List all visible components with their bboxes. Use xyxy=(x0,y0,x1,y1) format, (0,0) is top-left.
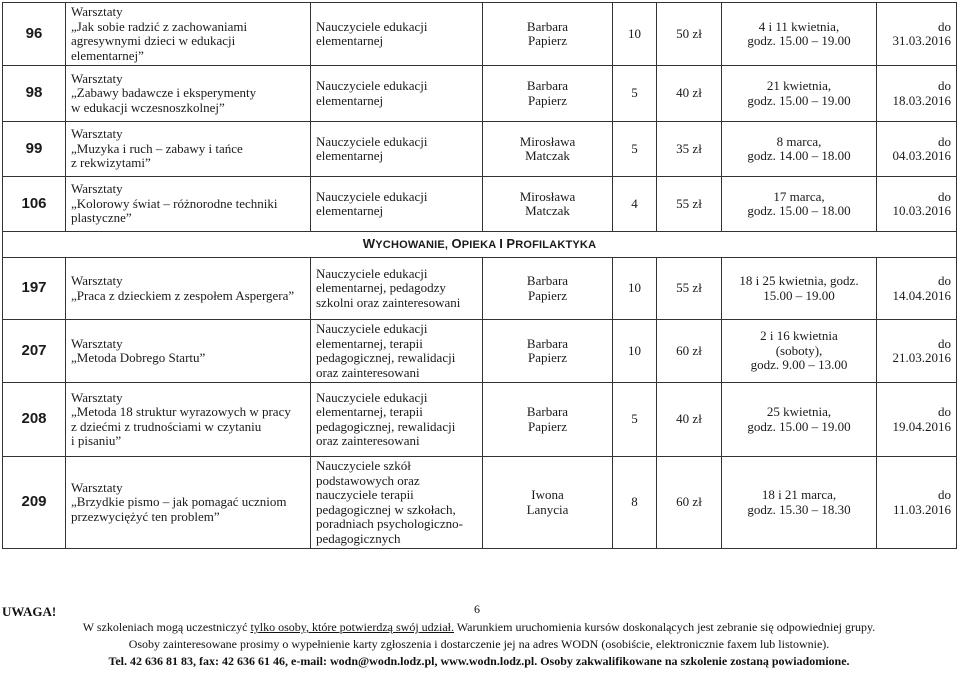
course-date xyxy=(722,383,877,457)
course-leader-line: Iwona xyxy=(531,487,564,502)
course-leader-line: Barbara xyxy=(526,78,569,93)
course-hours: 10 xyxy=(613,3,657,66)
course-leader-line: Matczak xyxy=(525,203,570,218)
course-deadline-line: 14.04.2016 xyxy=(892,287,951,303)
course-deadline-line: do xyxy=(938,335,951,351)
footer-line-1-underlined: tylko osoby, które potwierdzą swój udział. xyxy=(250,620,454,634)
course-date-line: godz. 15.00 – 19.00 xyxy=(747,33,851,48)
course-deadline-line: 10.03.2016 xyxy=(892,203,951,218)
course-date-line: 17 marca, xyxy=(773,188,825,204)
course-leader xyxy=(483,177,613,232)
course-audience-line: Nauczyciele edukacji xyxy=(316,321,428,336)
course-title xyxy=(66,383,311,457)
course-fee: 55 zł xyxy=(657,258,722,320)
course-number: 197 xyxy=(3,258,66,320)
course-title-line: Warsztaty xyxy=(71,181,123,197)
course-deadline-line: 11.03.2016 xyxy=(892,501,951,517)
course-leader-line: Mirosława xyxy=(519,188,576,204)
course-leader xyxy=(483,258,613,320)
course-deadline xyxy=(877,122,957,177)
course-deadline xyxy=(877,3,957,66)
course-date-line: 4 i 11 kwietnia, xyxy=(758,18,840,34)
course-audience xyxy=(311,66,483,122)
course-title-line: Warsztaty xyxy=(71,335,123,351)
footer-line-1-post: Warunkiem uruchomienia kursów doskonalących jest zebranie się odpowiedniej grupy. xyxy=(453,620,876,634)
course-number: 207 xyxy=(3,320,66,383)
table-row xyxy=(3,320,957,383)
course-title-line: z rekwizytami” xyxy=(71,155,151,171)
table-body-top xyxy=(3,3,957,232)
course-leader-line: Barbara xyxy=(526,18,569,34)
course-title xyxy=(66,66,311,122)
course-audience-line: Nauczyciele edukacji xyxy=(316,18,428,34)
course-title-line: „Praca z dzieckiem z zespołem Aspergera” xyxy=(71,287,295,303)
course-title xyxy=(66,457,311,549)
course-title-line: „Kolorowy świat – różnorodne techniki xyxy=(71,195,278,211)
footer-line-2: Osoby zainteresowane prosimy o wypełnienie karty zgłoszenia i dostarczenie jej na adres WODN (osobiście, elektronicznie faxem lub listownie). xyxy=(128,637,830,651)
course-title-line: „Zabawy badawcze i eksperymenty xyxy=(71,85,257,101)
course-audience xyxy=(311,3,483,66)
course-audience-line: elementarnej xyxy=(316,92,384,108)
course-title-line: „Brzydkie pismo – jak pomagać uczniom xyxy=(71,494,287,510)
footer-top xyxy=(2,603,956,619)
section-header xyxy=(3,232,957,258)
course-deadline xyxy=(877,258,957,320)
course-audience-line: oraz zainteresowani xyxy=(316,364,420,380)
course-deadline-line: 31.03.2016 xyxy=(892,33,951,48)
course-date-line: godz. 15.30 – 18.30 xyxy=(747,501,851,517)
course-title-line: „Metoda 18 struktur wyrazowych w pracy xyxy=(71,404,291,419)
page-number: 6 xyxy=(474,602,480,616)
course-date xyxy=(722,258,877,320)
course-deadline xyxy=(877,320,957,383)
course-title-line: elementarnej” xyxy=(71,47,144,63)
course-date xyxy=(722,122,877,177)
course-date xyxy=(722,66,877,122)
course-leader xyxy=(483,66,613,122)
course-title xyxy=(66,177,311,232)
course-title-line: Warsztaty xyxy=(71,273,123,288)
course-title xyxy=(66,320,311,383)
course-audience-line: elementarnej xyxy=(316,148,384,163)
course-leader xyxy=(483,3,613,66)
footer xyxy=(2,603,956,670)
course-number: 96 xyxy=(3,3,66,66)
course-deadline xyxy=(877,457,957,549)
course-fee: 40 zł xyxy=(657,66,722,122)
course-leader-line: Papierz xyxy=(528,33,567,48)
course-date-line: godz. 9.00 – 13.00 xyxy=(750,357,848,373)
course-date-line: 18 i 25 kwietnia, godz. xyxy=(739,273,859,288)
course-deadline xyxy=(877,383,957,457)
course-deadline-line: do xyxy=(938,188,951,204)
course-date-line: (soboty), xyxy=(775,342,823,358)
table-body-bottom xyxy=(3,258,957,549)
course-title xyxy=(66,3,311,66)
course-audience xyxy=(311,177,483,232)
course-leader xyxy=(483,383,613,457)
course-title xyxy=(66,122,311,177)
course-date-line: 2 i 16 kwietnia xyxy=(760,328,838,344)
course-audience-line: podstawowych oraz xyxy=(316,472,420,488)
course-deadline xyxy=(877,177,957,232)
course-title xyxy=(66,258,311,320)
course-leader-line: Barbara xyxy=(526,335,569,351)
course-audience-line: Nauczyciele szkół xyxy=(316,458,411,473)
course-deadline-line: do xyxy=(938,78,951,93)
course-audience-line: pedagogicznej, rewalidacji xyxy=(316,350,456,365)
course-audience-line: pedagogicznych xyxy=(316,530,401,546)
course-audience-line: Nauczyciele edukacji xyxy=(316,133,428,149)
course-deadline-line: 18.03.2016 xyxy=(892,92,951,108)
course-title-line: plastyczne” xyxy=(71,210,132,226)
course-date-line: godz. 15.00 – 19.00 xyxy=(747,92,851,108)
table-row xyxy=(3,3,957,66)
course-leader-line: Mirosława xyxy=(519,133,576,149)
course-date-line: 25 kwietnia, xyxy=(766,404,832,419)
course-title-line: Warsztaty xyxy=(71,389,123,405)
course-audience-line: elementarnej xyxy=(316,33,384,48)
course-date-line: 21 kwietnia, xyxy=(766,78,832,93)
footer-line-3: Tel. 42 636 81 83, fax: 42 636 61 46, e-mail: wodn@wodn.lodz.pl, www.wodn.lodz.pl. Osoby zakwalifikowane na szkolenie zostaną powiadomione. xyxy=(108,654,850,668)
course-title-line: Warsztaty xyxy=(71,126,123,142)
table-row xyxy=(3,177,957,232)
course-audience-line: elementarnej, terapii xyxy=(316,335,423,351)
course-leader-line: Lanycia xyxy=(526,501,569,517)
course-audience-line: elementarnej, pedagodzy xyxy=(316,280,446,296)
course-deadline xyxy=(877,66,957,122)
course-leader xyxy=(483,122,613,177)
course-title-line: Warsztaty xyxy=(71,479,123,495)
course-audience-line: Nauczyciele edukacji xyxy=(316,78,428,93)
course-date xyxy=(722,320,877,383)
course-fee: 35 zł xyxy=(657,122,722,177)
table-row xyxy=(3,383,957,457)
course-leader xyxy=(483,457,613,549)
course-number: 99 xyxy=(3,122,66,177)
course-deadline-line: 21.03.2016 xyxy=(892,350,951,365)
course-deadline-line: 04.03.2016 xyxy=(892,148,951,163)
course-date xyxy=(722,3,877,66)
course-hours: 4 xyxy=(613,177,657,232)
section-header-row xyxy=(3,232,957,258)
course-title-line: przezwyciężyć ten problem” xyxy=(71,508,220,524)
course-hours: 10 xyxy=(613,320,657,383)
course-title-line: „Metoda Dobrego Startu” xyxy=(71,350,206,365)
course-deadline-line: do xyxy=(938,133,951,149)
course-hours: 8 xyxy=(613,457,657,549)
course-title-line: w edukacji wczesnoszkolnej” xyxy=(71,99,225,115)
course-date-line: 8 marca, xyxy=(776,133,822,149)
table-row xyxy=(3,122,957,177)
course-leader-line: Papierz xyxy=(528,350,567,365)
course-date-line: godz. 15.00 – 18.00 xyxy=(747,203,851,218)
table-row xyxy=(3,457,957,549)
course-audience-line: Nauczyciele edukacji xyxy=(316,188,428,204)
course-title-line: „Muzyka i ruch – zabawy i tańce xyxy=(71,140,243,156)
course-audience-line: szkolni oraz zainteresowani xyxy=(316,294,461,310)
section-label: WYCHOWANIE, OPIEKA I PROFILAKTYKA xyxy=(362,235,597,251)
uwaga-label: UWAGA! xyxy=(2,604,57,619)
course-date-line: godz. 15.00 – 19.00 xyxy=(747,418,851,434)
course-hours: 10 xyxy=(613,258,657,320)
course-audience-line: elementarnej xyxy=(316,203,384,218)
course-fee: 60 zł xyxy=(657,457,722,549)
course-deadline-line: do xyxy=(938,273,951,288)
course-date xyxy=(722,177,877,232)
course-title-line: Warsztaty xyxy=(71,4,123,19)
footer-line-1 xyxy=(2,619,956,636)
course-number: 209 xyxy=(3,457,66,549)
course-date xyxy=(722,457,877,549)
course-fee: 50 zł xyxy=(657,3,722,66)
course-title-line: z dziećmi z trudnościami w czytaniu xyxy=(71,418,262,434)
course-leader-line: Papierz xyxy=(528,287,567,303)
course-audience xyxy=(311,122,483,177)
course-audience-line: pedagogicznej w szkołach, xyxy=(316,501,456,517)
course-date-line: 18 i 21 marca, xyxy=(761,487,837,502)
table-row xyxy=(3,66,957,122)
course-audience xyxy=(311,258,483,320)
course-hours: 5 xyxy=(613,66,657,122)
course-fee: 60 zł xyxy=(657,320,722,383)
course-date-line: godz. 14.00 – 18.00 xyxy=(747,148,851,163)
course-fee: 40 zł xyxy=(657,383,722,457)
course-audience xyxy=(311,383,483,457)
course-audience-line: pedagogicznej, rewalidacji xyxy=(316,418,456,434)
course-audience xyxy=(311,457,483,549)
course-audience-line: elementarnej, terapii xyxy=(316,404,423,419)
course-fee: 55 zł xyxy=(657,177,722,232)
course-deadline-line: do xyxy=(938,404,951,419)
course-audience-line: nauczyciele terapii xyxy=(316,487,414,502)
courses-table xyxy=(2,2,957,549)
course-number: 208 xyxy=(3,383,66,457)
course-leader-line: Papierz xyxy=(528,92,567,108)
course-hours: 5 xyxy=(613,122,657,177)
course-leader-line: Barbara xyxy=(526,273,569,288)
course-leader-line: Barbara xyxy=(526,404,569,419)
course-title-line: „Jak sobie radzić z zachowaniami xyxy=(71,18,248,34)
course-number: 98 xyxy=(3,66,66,122)
course-deadline-line: 19.04.2016 xyxy=(892,418,951,434)
course-title-line: i pisaniu” xyxy=(71,433,122,448)
course-audience-line: Nauczyciele edukacji xyxy=(316,389,428,405)
course-date-line: 15.00 – 19.00 xyxy=(763,287,835,303)
course-deadline-line: do xyxy=(938,487,951,502)
course-leader-line: Papierz xyxy=(528,418,567,434)
course-audience-line: Nauczyciele edukacji xyxy=(316,265,428,281)
footer-line-1-pre: W szkoleniach mogą uczestniczyć xyxy=(82,620,251,634)
course-leader xyxy=(483,320,613,383)
course-number: 106 xyxy=(3,177,66,232)
section-header-body xyxy=(3,232,957,258)
course-audience-line: poradniach psychologiczno- xyxy=(316,516,463,531)
course-title-line: Warsztaty xyxy=(71,70,123,86)
course-title-line: agresywnymi dzieci w edukacji xyxy=(71,33,236,48)
course-hours: 5 xyxy=(613,383,657,457)
course-leader-line: Matczak xyxy=(525,148,570,163)
course-audience xyxy=(311,320,483,383)
table-row xyxy=(3,258,957,320)
course-deadline-line: do xyxy=(938,18,951,34)
course-audience-line: oraz zainteresowani xyxy=(316,433,420,448)
